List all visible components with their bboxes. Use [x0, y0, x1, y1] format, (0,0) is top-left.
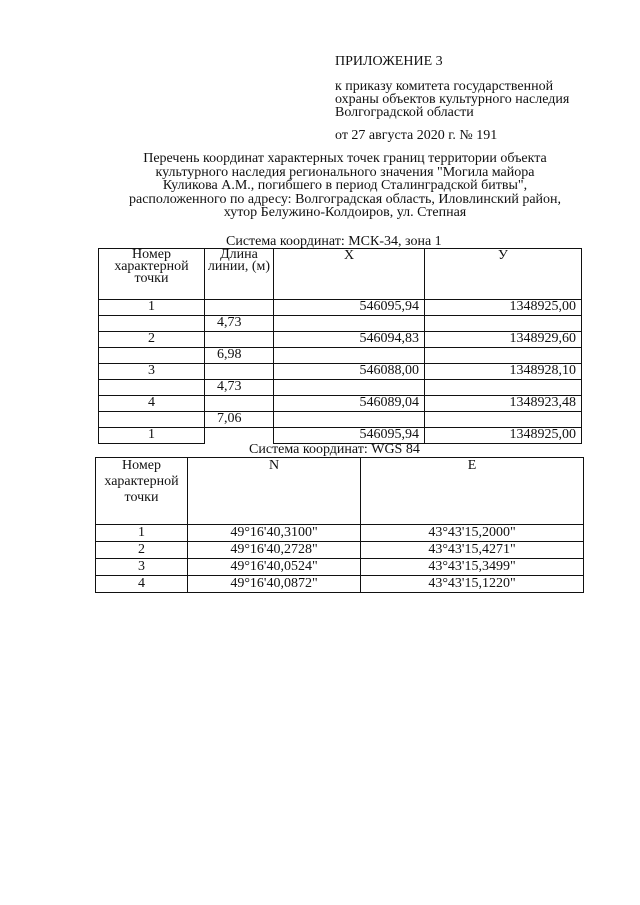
heading-line: Перечень координат характерных точек границ территории объекта [143, 151, 547, 166]
header-e: E [361, 458, 584, 525]
x-value: 546089,04 [274, 396, 425, 412]
n-value: 49°16'40,3100" [188, 525, 361, 542]
x-value: 546095,94 [274, 300, 425, 316]
x-value: 546095,94 [274, 428, 425, 444]
line-length: 6,98 [205, 348, 274, 364]
y-value: 1348929,60 [425, 332, 582, 348]
appendix-order-line: к приказу комитета государственной [335, 79, 554, 94]
e-value: 43°43'15,4271" [361, 542, 584, 559]
x-value: 546088,00 [274, 364, 425, 380]
heading-line: хутор Белужино-Колдоиров, ул. Степная [223, 205, 467, 221]
table-row [99, 396, 582, 412]
appendix-order-line: охраны объектов культурного наследия [335, 92, 570, 107]
header-point-number: Номер характерной точки [96, 458, 188, 525]
table-row [99, 364, 582, 380]
appendix-date: от 27 августа 2020 г. № 191 [335, 128, 498, 143]
table-row [99, 300, 582, 316]
y-value: 1348923,48 [425, 396, 582, 412]
e-value: 43°43'15,2000" [361, 525, 584, 542]
length-row [99, 348, 582, 364]
y-value: 1348925,00 [425, 428, 582, 444]
header-y: У [425, 249, 582, 300]
appendix-order [335, 80, 625, 119]
x-value: 546094,83 [274, 332, 425, 348]
length-row [99, 412, 582, 428]
n-value: 49°16'40,0524" [188, 559, 361, 576]
appendix-title: ПРИЛОЖЕНИЕ 3 [335, 54, 443, 69]
table-row [96, 525, 584, 542]
appendix-order-line: Волгоградской области [335, 105, 474, 120]
line-length: 4,73 [205, 316, 274, 332]
header-x: X [274, 249, 425, 300]
heading-line: Куликова А.М., погибшего в период Сталинградской битвы", [162, 178, 528, 194]
point-number: 1 [99, 300, 205, 316]
point-number: 2 [99, 332, 205, 348]
point-number: 3 [99, 364, 205, 380]
table-row [96, 576, 584, 593]
line-length: 7,06 [205, 412, 274, 428]
header-point-number: Номер характерной точки [99, 249, 205, 300]
table2-caption: Система координат: WGS 84 [249, 442, 420, 457]
point-number: 4 [99, 396, 205, 412]
line-length: 4,73 [205, 380, 274, 396]
wgs84-coordinates-table [95, 457, 584, 593]
header-n: N [188, 458, 361, 525]
table1-caption: Система координат: МСК-34, зона 1 [226, 234, 442, 249]
table-header-row [99, 249, 582, 300]
point-number: 2 [96, 542, 188, 559]
table-header-row [96, 458, 584, 525]
heading-line: культурного наследия регионального значения "Могила майора [155, 164, 535, 180]
y-value: 1348925,00 [425, 300, 582, 316]
table-row [96, 542, 584, 559]
table-row [96, 559, 584, 576]
document-heading [60, 152, 630, 220]
length-row [99, 380, 582, 396]
point-number: 4 [96, 576, 188, 593]
heading-line: расположенного по адресу: Волгоградская область, Иловлинский район, [128, 191, 562, 207]
header-line-length: Длина линии, (м) [205, 249, 274, 300]
msk34-coordinates-table [98, 248, 582, 444]
table-row [99, 332, 582, 348]
n-value: 49°16'40,2728" [188, 542, 361, 559]
point-number: 1 [96, 525, 188, 542]
length-row [99, 316, 582, 332]
e-value: 43°43'15,3499" [361, 559, 584, 576]
y-value: 1348928,10 [425, 364, 582, 380]
point-number: 3 [96, 559, 188, 576]
e-value: 43°43'15,1220" [361, 576, 584, 593]
n-value: 49°16'40,0872" [188, 576, 361, 593]
point-number: 1 [99, 428, 205, 444]
